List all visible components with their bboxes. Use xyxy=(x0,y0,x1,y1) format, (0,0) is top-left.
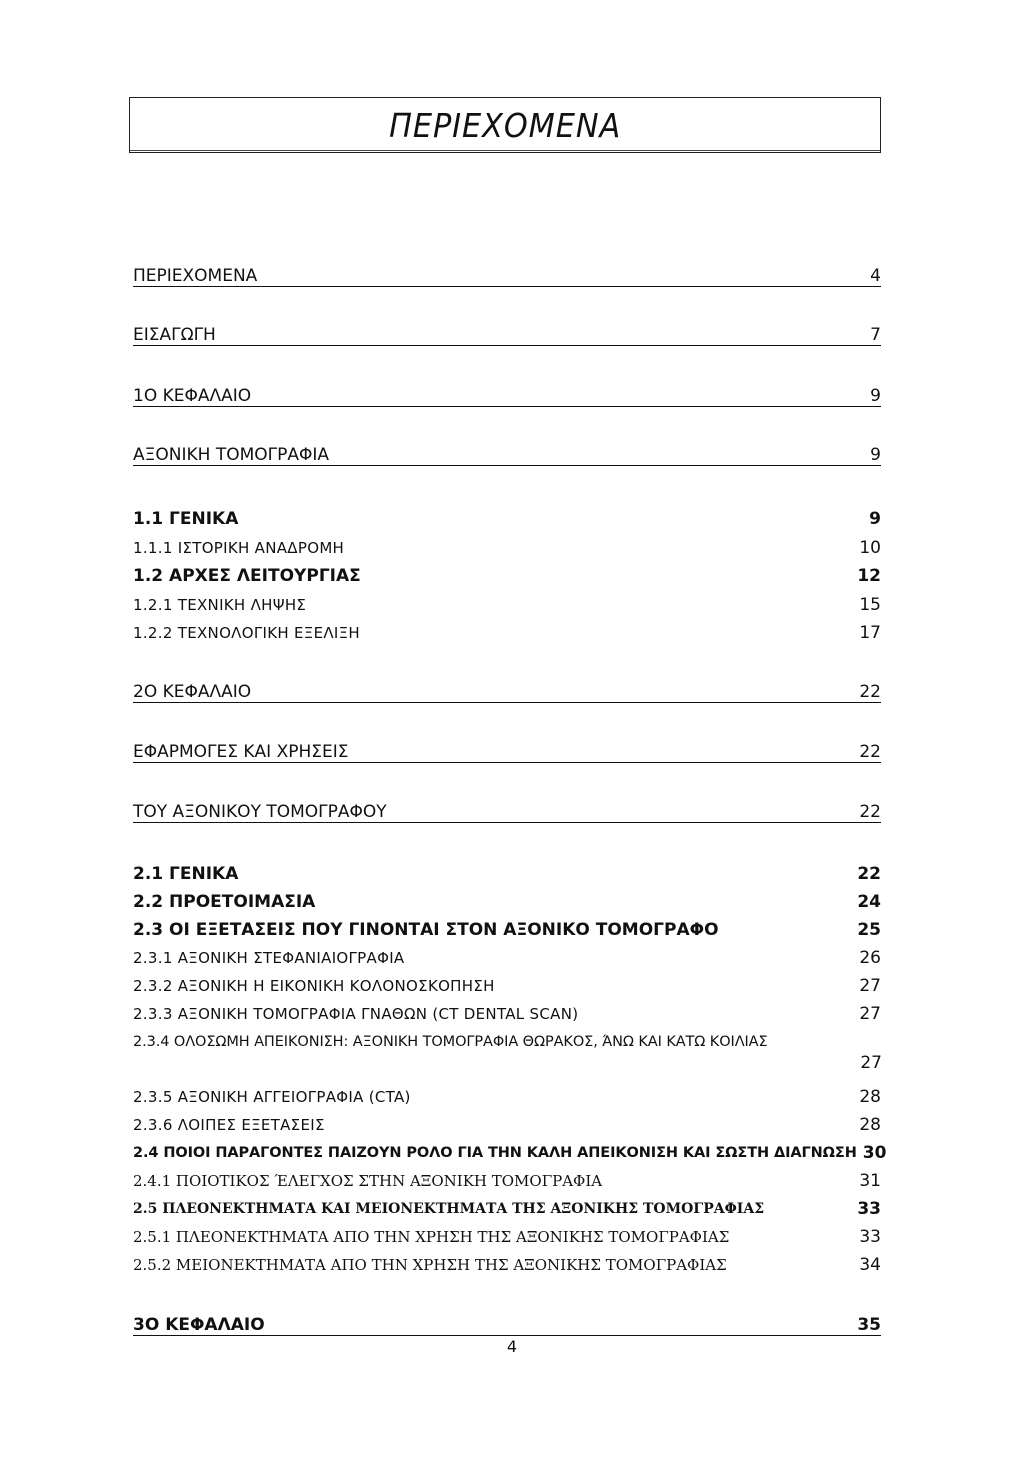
toc-entry-page: 22 xyxy=(859,682,881,702)
toc-entry-label: 2Ο ΚΕΦΑΛΑΙΟ xyxy=(133,682,252,702)
toc-entry-2-3[interactable] xyxy=(133,916,881,940)
toc-entry-label: 2.3.3 ΑΞΟΝΙΚΗ ΤΟΜΟΓΡΑΦΙΑ ΓΝΑΘΩΝ (CT DENTAL SCAN) xyxy=(133,1005,579,1023)
toc-entry-2-3-1[interactable] xyxy=(133,944,881,968)
toc-entry-2-3-5[interactable] xyxy=(133,1083,881,1107)
toc-entry-page: 34 xyxy=(859,1255,881,1275)
toc-entry-label: 1Ο ΚΕΦΑΛΑΙΟ xyxy=(133,386,252,406)
toc-entry-chapter-2[interactable] xyxy=(133,680,881,703)
toc-entry-page: 17 xyxy=(859,623,881,643)
toc-entry-page: 33 xyxy=(857,1199,881,1219)
toc-entry-label: 2.3.6 ΛΟΙΠΕΣ ΕΞΕΤΑΣΕΙΣ xyxy=(133,1116,325,1134)
toc-entry-ct[interactable] xyxy=(133,443,881,466)
toc-entry-label: 2.3.4 ΟΛΟΣΩΜΗ ΑΠΕΙΚΟΝΙΣΗ: ΑΞΟΝΙΚΗ ΤΟΜΟΓΡΑΦΙΑ ΘΩΡΑΚΟΣ, ΆΝΩ ΚΑΙ ΚΑΤΩ ΚΟΙΛΙΑΣ xyxy=(133,1034,768,1050)
toc-entry-page: 24 xyxy=(857,892,881,912)
toc-entry-label: ΤΟΥ ΑΞΟΝΙΚΟΥ ΤΟΜΟΓΡΑΦΟΥ xyxy=(133,802,387,822)
toc-entry-label: 1.1 ΓΕΝΙΚΑ xyxy=(133,509,239,529)
toc-entry-page: 22 xyxy=(857,864,881,884)
toc-entry-label: ΕΙΣΑΓΩΓΗ xyxy=(133,325,216,345)
toc-entry-page: 28 xyxy=(859,1087,881,1107)
toc-entry-2-4[interactable] xyxy=(133,1139,887,1163)
toc-entry-label: 2.4 ΠΟΙΟΙ ΠΑΡΑΓΟΝΤΕΣ ΠΑΙΖΟΥΝ ΡΟΛΟ ΓΙΑ ΤΗΝ ΚΑΛΗ ΑΠΕΙΚΟΝΙΣΗ ΚΑΙ ΣΩΣΤΗ ΔΙΑΓΝΩΣΗ xyxy=(133,1145,857,1161)
toc-entry-label: 2.5.2 ΜΕΙΟΝΕΚΤΗΜΑΤΑ ΑΠΟ ΤΗΝ ΧΡΗΣΗ ΤΗΣ ΑΞΟΝΙΚΗΣ ΤΟΜΟΓΡΑΦΙΑΣ xyxy=(133,1256,727,1274)
toc-entry-page: 35 xyxy=(857,1315,881,1335)
page-number: 4 xyxy=(506,1337,518,1356)
toc-entry-page: 27 xyxy=(859,1004,881,1024)
toc-entry-label: ΠΕΡΙΕΧΟΜΕΝΑ xyxy=(133,266,258,286)
toc-entry-1-1-1[interactable] xyxy=(133,534,881,558)
toc-entry-2-3-3[interactable] xyxy=(133,1000,881,1024)
page-title: ΠΕΡΙΕΧΟΜΕΝΑ xyxy=(388,106,622,145)
toc-entry-page: 4 xyxy=(870,266,881,286)
toc-entry-label: 2.2 ΠΡΟΕΤΟΙΜΑΣΙΑ xyxy=(133,892,316,912)
toc-entry-applications[interactable] xyxy=(133,740,881,763)
toc-entry-2-3-4-page: 27 xyxy=(860,1053,882,1073)
title-rule xyxy=(130,150,880,151)
toc-entry-2-5[interactable] xyxy=(133,1195,881,1219)
toc-entry-page: 10 xyxy=(859,538,881,558)
toc-entry-label: 1.1.1 ΙΣΤΟΡΙΚΗ ΑΝΑΔΡΟΜΗ xyxy=(133,539,345,557)
toc-entry-1-2[interactable] xyxy=(133,562,881,586)
toc-entry-page: 15 xyxy=(859,595,881,615)
toc-entry-1-2-2[interactable] xyxy=(133,619,881,643)
toc-entry-1-1[interactable] xyxy=(133,505,881,529)
toc-entry-page: 22 xyxy=(859,742,881,762)
toc-entry-introduction[interactable] xyxy=(133,323,881,346)
toc-entry-page: 9 xyxy=(869,509,881,529)
toc-entry-page: 30 xyxy=(862,1143,887,1163)
toc-entry-page: 9 xyxy=(870,445,881,465)
toc-entry-2-4-1[interactable] xyxy=(133,1167,881,1191)
toc-entry-label: ΑΞΟΝΙΚΗ ΤΟΜΟΓΡΑΦΙΑ xyxy=(133,445,330,465)
toc-entry-ct-scanner[interactable] xyxy=(133,800,881,823)
toc-entry-label: 2.3.1 ΑΞΟΝΙΚΗ ΣΤΕΦΑΝΙΑΙΟΓΡΑΦΙΑ xyxy=(133,949,405,967)
toc-entry-label: 2.4.1 ΠΟΙΟΤΙΚΟΣ ΈΛΕΓΧΟΣ ΣΤΗΝ ΑΞΟΝΙΚΗ ΤΟΜΟΓΡΑΦΙΑ xyxy=(133,1172,603,1190)
toc-entry-label: 1.2.2 ΤΕΧΝΟΛΟΓΙΚΗ ΕΞΕΛΙΞΗ xyxy=(133,624,360,642)
toc-entry-chapter-3[interactable] xyxy=(133,1313,881,1336)
toc-entry-page: 28 xyxy=(859,1115,881,1135)
toc-entry-page: 26 xyxy=(859,948,881,968)
toc-entry-2-1[interactable] xyxy=(133,860,881,884)
toc-entry-page: 33 xyxy=(859,1227,881,1247)
toc-entry-page: 12 xyxy=(857,566,881,586)
toc-entry-2-2[interactable] xyxy=(133,888,881,912)
toc-entry-2-5-2[interactable] xyxy=(133,1251,881,1275)
title-box xyxy=(129,97,881,153)
toc-entry-label: 1.2.1 ΤΕΧΝΙΚΗ ΛΗΨΗΣ xyxy=(133,596,307,614)
toc-entry-page: 25 xyxy=(857,920,881,940)
toc-entry-2-3-6[interactable] xyxy=(133,1111,881,1135)
toc-entry-label: 2.5 ΠΛΕΟΝΕΚΤΗΜΑΤΑ ΚΑΙ ΜΕΙΟΝΕΚΤΗΜΑΤΑ ΤΗΣ ΑΞΟΝΙΚΗΣ ΤΟΜΟΓΡΑΦΙΑΣ xyxy=(133,1201,765,1217)
toc-entry-label: 2.3 ΟΙ ΕΞΕΤΑΣΕΙΣ ΠΟΥ ΓΙΝΟΝΤΑΙ ΣΤΟΝ ΑΞΟΝΙΚΟ ΤΟΜΟΓΡΑΦΟ xyxy=(133,920,719,940)
toc-entry-chapter-1[interactable] xyxy=(133,384,881,407)
toc-entry-1-2-1[interactable] xyxy=(133,591,881,615)
toc-entry-label: 2.1 ΓΕΝΙΚΑ xyxy=(133,864,239,884)
toc-entry-page: 31 xyxy=(859,1171,881,1191)
toc-entry-2-3-4[interactable] xyxy=(133,1028,881,1052)
toc-entry-label: ΕΦΑΡΜΟΓΕΣ ΚΑΙ ΧΡΗΣΕΙΣ xyxy=(133,742,349,762)
toc-entry-2-3-2[interactable] xyxy=(133,972,881,996)
toc-entry-page: 22 xyxy=(859,802,881,822)
toc-entry-contents[interactable] xyxy=(133,264,881,287)
toc-entry-label: 3Ο ΚΕΦΑΛΑΙΟ xyxy=(133,1315,265,1335)
toc-entry-label: 2.3.2 ΑΞΟΝΙΚΗ Η ΕΙΚΟΝΙΚΗ ΚΟΛΟΝΟΣΚΟΠΗΣΗ xyxy=(133,977,495,995)
toc-entry-page: 9 xyxy=(870,386,881,406)
toc-entry-label: 2.3.5 ΑΞΟΝΙΚΗ ΑΓΓΕΙΟΓΡΑΦΙΑ (CTA) xyxy=(133,1088,411,1106)
toc-entry-2-5-1[interactable] xyxy=(133,1223,881,1247)
toc-entry-page: 27 xyxy=(859,976,881,996)
toc-entry-label: 2.5.1 ΠΛΕΟΝΕΚΤΗΜΑΤΑ ΑΠΟ ΤΗΝ ΧΡΗΣΗ ΤΗΣ ΑΞΟΝΙΚΗΣ ΤΟΜΟΓΡΑΦΙΑΣ xyxy=(133,1228,730,1246)
toc-entry-page: 7 xyxy=(870,325,881,345)
toc-entry-label: 1.2 ΑΡΧΕΣ ΛΕΙΤΟΥΡΓΙΑΣ xyxy=(133,566,361,586)
